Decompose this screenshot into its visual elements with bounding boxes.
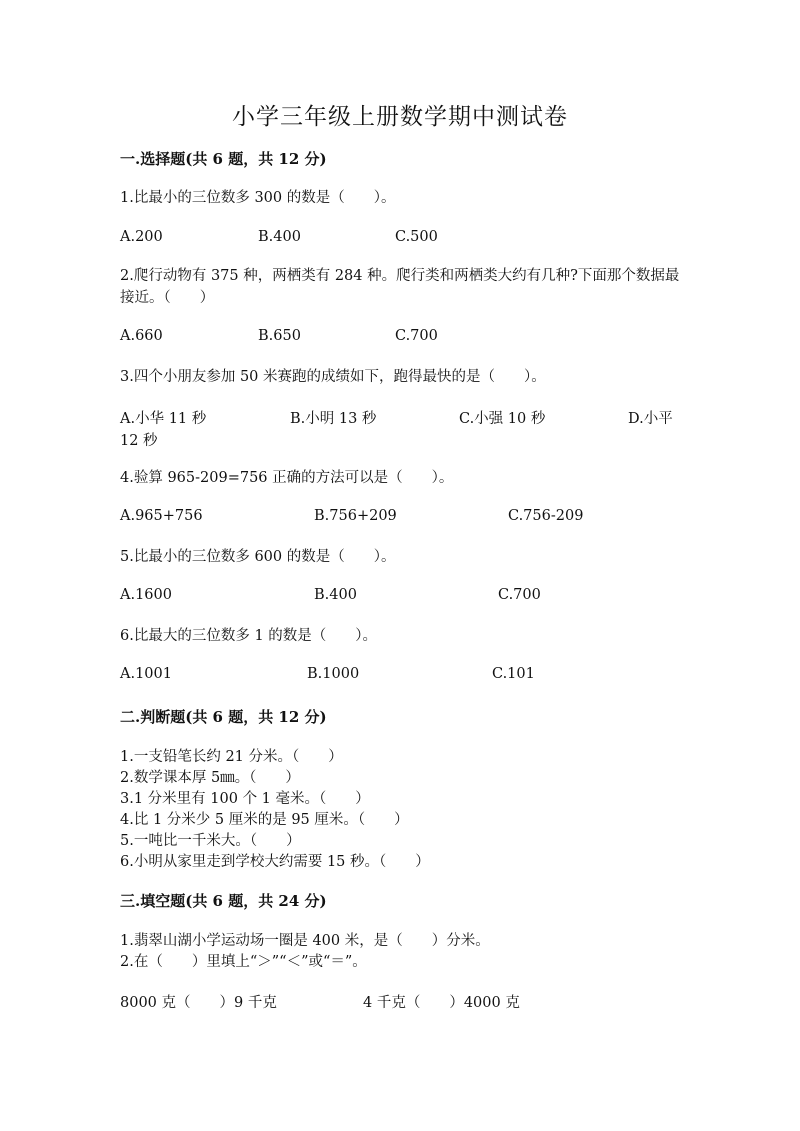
choice-1-option-a: A.200	[120, 229, 163, 245]
choice-2-option-c: C.700	[395, 328, 438, 344]
fill-compare-2: 4 千克（ ）4000 克	[363, 995, 520, 1011]
judge-item-2: 2.数学课本厚 5㎜。（ ）	[120, 770, 300, 786]
choice-3-option-a: A.小华 11 秒	[120, 411, 207, 427]
choice-question-3: 3.四个小朋友参加 50 米赛跑的成绩如下，跑得最快的是（ ）。	[120, 369, 546, 385]
section-header-judge: 二.判断题(共 6 题，共 12 分)	[120, 708, 327, 726]
choice-3-option-c: C.小强 10 秒	[459, 411, 546, 427]
choice-3-option-b: B.小明 13 秒	[290, 411, 377, 427]
choice-6-option-c: C.101	[492, 666, 535, 682]
choice-4-option-c: C.756-209	[508, 508, 584, 524]
choice-5-option-b: B.400	[314, 587, 357, 603]
choice-2-option-a: A.660	[120, 328, 163, 344]
choice-1-option-c: C.500	[395, 229, 438, 245]
judge-item-6: 6.小明从家里走到学校大约需要 15 秒。（ ）	[120, 854, 430, 870]
choice-question-2: 2.爬行动物有 375 种，两栖类有 284 种。爬行类和两栖类大约有几种?下面那个数据最接近。（ ）	[120, 268, 680, 306]
choice-2-option-b: B.650	[258, 328, 301, 344]
choice-4-option-b: B.756+209	[314, 508, 397, 524]
judge-item-1: 1.一支铅笔长约 21 分米。（ ）	[120, 749, 343, 765]
judge-item-5: 5.一吨比一千米大。（ ）	[120, 833, 301, 849]
fill-item-1: 1.翡翠山湖小学运动场一圈是 400 米，是（ ）分米。	[120, 933, 490, 949]
choice-5-option-a: A.1600	[120, 587, 172, 603]
choice-question-1: 1.比最小的三位数多 300 的数是（ ）。	[120, 190, 396, 206]
judge-item-3: 3.1 分米里有 100 个 1 毫米。（ ）	[120, 791, 370, 807]
page-title: 小学三年级上册数学期中测试卷	[232, 104, 568, 130]
choice-1-option-b: B.400	[258, 229, 301, 245]
choice-5-option-c: C.700	[498, 587, 541, 603]
choice-question-6: 6.比最大的三位数多 1 的数是（ ）。	[120, 628, 378, 644]
choice-3-option-d: D.小平	[628, 411, 673, 427]
choice-question-4: 4.验算 965-209=756 正确的方法可以是（ ）。	[120, 470, 454, 486]
choice-3-option-d-continued: 12 秒	[120, 433, 158, 449]
judge-item-4: 4.比 1 分米少 5 厘米的是 95 厘米。（ ）	[120, 812, 409, 828]
section-header-choice: 一.选择题(共 6 题，共 12 分)	[120, 150, 327, 168]
choice-6-option-a: A.1001	[120, 666, 172, 682]
choice-4-option-a: A.965+756	[120, 508, 203, 524]
choice-question-5: 5.比最小的三位数多 600 的数是（ ）。	[120, 549, 396, 565]
choice-6-option-b: B.1000	[307, 666, 360, 682]
section-header-fill: 三.填空题(共 6 题，共 24 分)	[120, 892, 327, 910]
fill-compare-1: 8000 克（ ）9 千克	[120, 995, 277, 1011]
fill-item-2: 2.在（ ）里填上“＞”“＜”或“＝”。	[120, 954, 367, 970]
